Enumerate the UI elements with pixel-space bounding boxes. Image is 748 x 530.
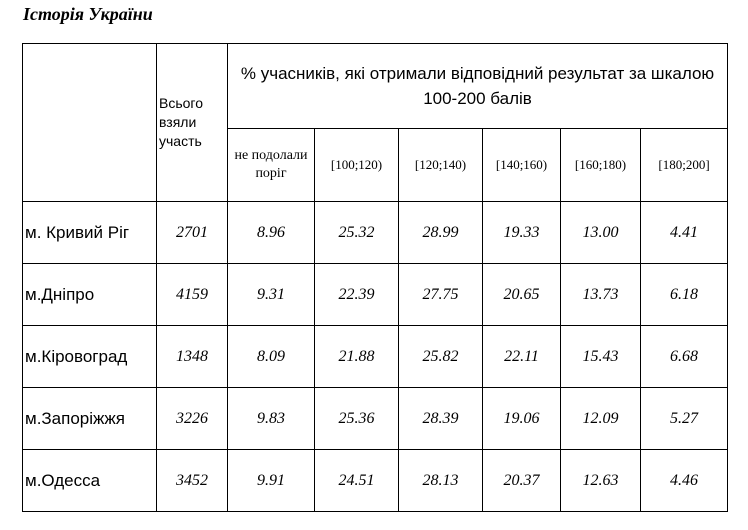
column-header-100-120: [100;120) — [315, 129, 399, 202]
column-header-120-140: [120;140) — [399, 129, 483, 202]
corner-cell — [23, 44, 157, 202]
total-cell: 2701 — [157, 202, 228, 264]
total-cell: 3226 — [157, 388, 228, 450]
value-cell: 5.27 — [641, 388, 728, 450]
value-cell: 4.41 — [641, 202, 728, 264]
value-cell: 13.73 — [561, 264, 641, 326]
column-header-below-threshold: не подолали поріг — [228, 129, 315, 202]
value-cell: 22.39 — [315, 264, 399, 326]
column-header-140-160: [140;160) — [483, 129, 561, 202]
table-row — [23, 326, 728, 388]
value-cell: 19.06 — [483, 388, 561, 450]
column-header-160-180: [160;180) — [561, 129, 641, 202]
table-row — [23, 264, 728, 326]
value-cell: 20.37 — [483, 450, 561, 512]
value-cell: 6.18 — [641, 264, 728, 326]
percent-header: % учасників, які отримали відповідний результат за шкалою 100-200 балів — [228, 44, 728, 129]
total-cell: 4159 — [157, 264, 228, 326]
city-cell: м. Кривий Ріг — [23, 202, 157, 264]
value-cell: 15.43 — [561, 326, 641, 388]
value-cell: 21.88 — [315, 326, 399, 388]
value-cell: 19.33 — [483, 202, 561, 264]
column-header-180-200: [180;200] — [641, 129, 728, 202]
value-cell: 25.82 — [399, 326, 483, 388]
value-cell: 28.39 — [399, 388, 483, 450]
value-cell: 8.96 — [228, 202, 315, 264]
value-cell: 24.51 — [315, 450, 399, 512]
value-cell: 28.99 — [399, 202, 483, 264]
header-row — [23, 44, 728, 129]
city-cell: м.Запоріжжя — [23, 388, 157, 450]
value-cell: 6.68 — [641, 326, 728, 388]
value-cell: 25.36 — [315, 388, 399, 450]
value-cell: 22.11 — [483, 326, 561, 388]
city-cell: м.Дніпро — [23, 264, 157, 326]
results-table — [22, 43, 728, 512]
value-cell: 12.09 — [561, 388, 641, 450]
value-cell: 28.13 — [399, 450, 483, 512]
value-cell: 12.63 — [561, 450, 641, 512]
value-cell: 4.46 — [641, 450, 728, 512]
total-header: Всього взяли участь — [157, 44, 228, 202]
value-cell: 25.32 — [315, 202, 399, 264]
table-row — [23, 202, 728, 264]
total-cell: 3452 — [157, 450, 228, 512]
city-cell: м.Одесса — [23, 450, 157, 512]
total-cell: 1348 — [157, 326, 228, 388]
value-cell: 9.83 — [228, 388, 315, 450]
value-cell: 9.31 — [228, 264, 315, 326]
value-cell: 13.00 — [561, 202, 641, 264]
city-cell: м.Кіровоград — [23, 326, 157, 388]
table-row — [23, 388, 728, 450]
value-cell: 8.09 — [228, 326, 315, 388]
value-cell: 20.65 — [483, 264, 561, 326]
value-cell: 27.75 — [399, 264, 483, 326]
value-cell: 9.91 — [228, 450, 315, 512]
page-title: Історія України — [23, 4, 153, 24]
table-row — [23, 450, 728, 512]
